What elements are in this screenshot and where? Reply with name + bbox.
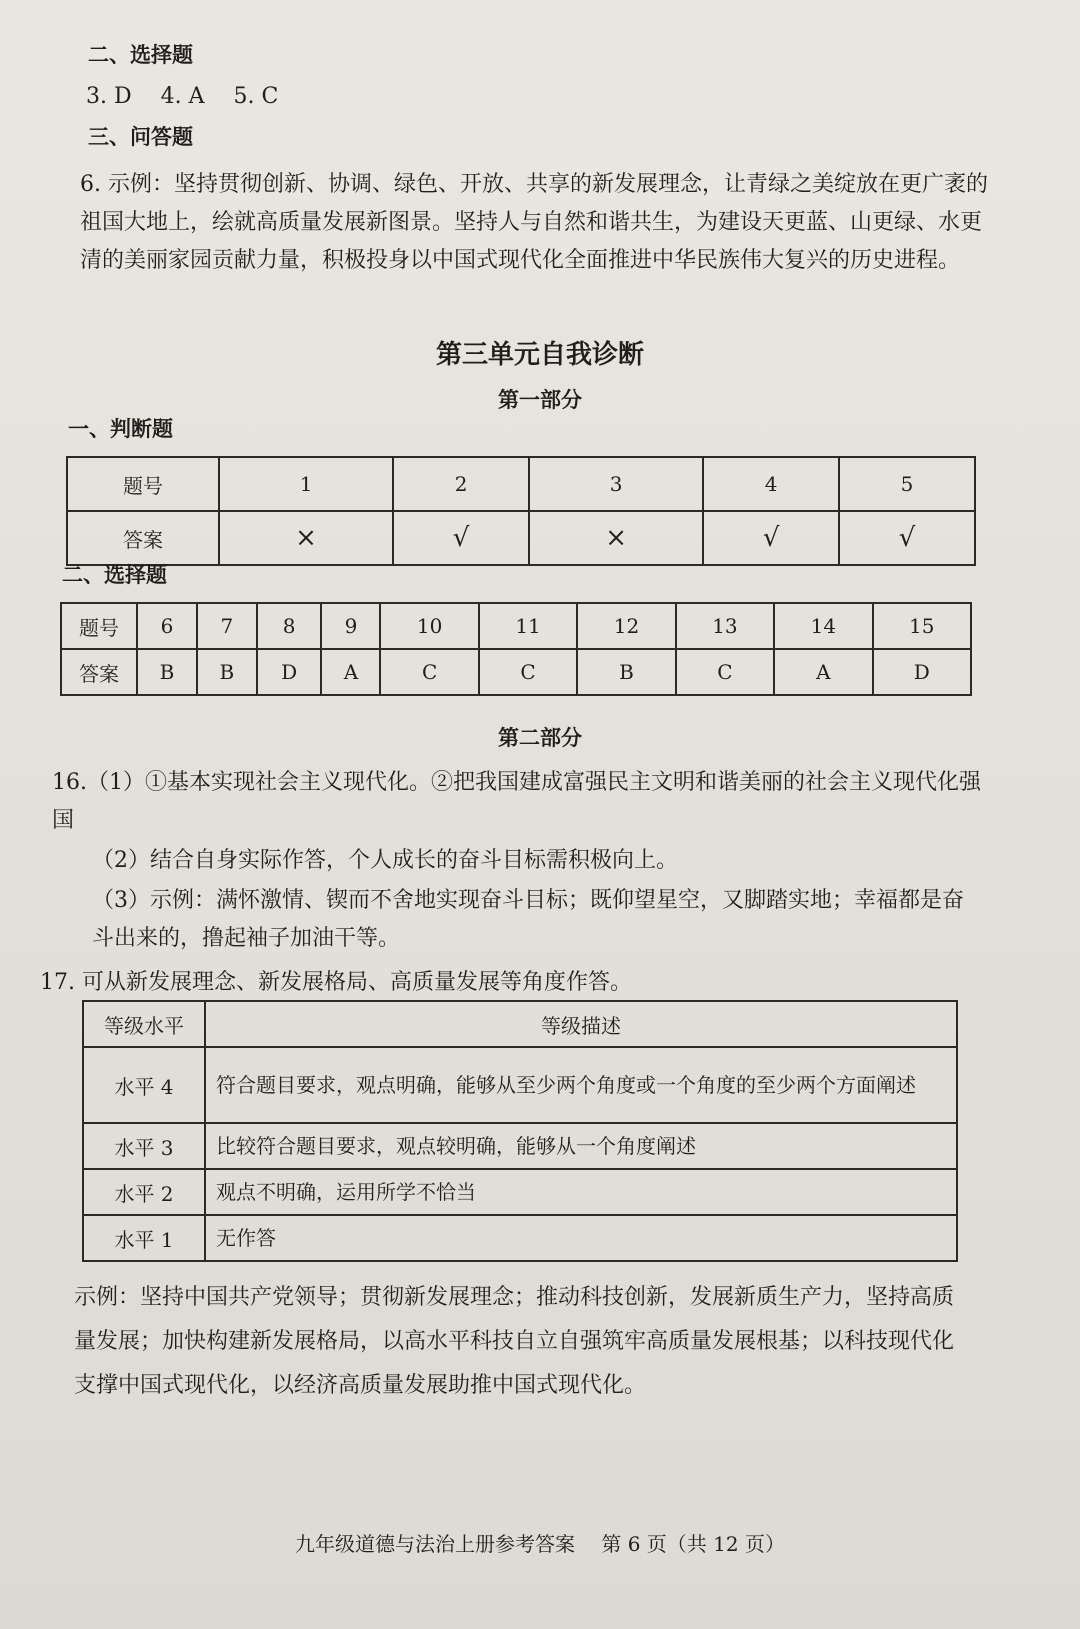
level-cell: 水平 3: [83, 1123, 205, 1169]
part2-heading: 第二部分: [498, 726, 582, 750]
table-cell: ×: [529, 511, 703, 565]
table-cell: D: [873, 649, 971, 695]
grading-table: [82, 1000, 958, 1262]
page-footer: 九年级道德与法治上册参考答案 第 6 页（共 12 页）: [295, 1532, 785, 1556]
desc-cell: 无作答: [205, 1215, 957, 1261]
q17-intro: 17. 可从新发展理念、新发展格局、高质量发展等角度作答。: [40, 970, 632, 995]
table-cell: 10: [380, 603, 478, 649]
table-cell: B: [577, 649, 675, 695]
table-cell: 12: [577, 603, 675, 649]
qa-heading: 三、问答题: [88, 125, 193, 149]
table-cell: 4: [703, 457, 839, 511]
table-cell: 11: [479, 603, 577, 649]
table-cell: C: [479, 649, 577, 695]
q6-answer: 6. 示例：坚持贯彻创新、协调、绿色、开放、共享的新发展理念，让青绿之美绽放在更广袤的祖国大地上，绘就高质量发展新图景。坚持人与自然和谐共生，为建设天更蓝、山更绿、水更清的美丽家园贡献力量，积极投身以中国式现代化全面推进中华民族伟大复兴的历史进程。: [80, 172, 988, 273]
judge-heading: 一、判断题: [68, 417, 173, 441]
level-cell: 水平 1: [83, 1215, 205, 1261]
table-cell: D: [257, 649, 322, 695]
table-row: [83, 1169, 957, 1215]
table-cell: 8: [257, 603, 322, 649]
table-cell: 3: [529, 457, 703, 511]
q16-part3: （3）示例：满怀激情、锲而不舍地实现奋斗目标；既仰望星空，又脚踏实地；幸福都是奋斗出来的，撸起袖子加油干等。: [92, 888, 965, 951]
table-cell: C: [380, 649, 478, 695]
unit-title: 第三单元自我诊断: [435, 340, 644, 370]
choice-heading: 二、选择题: [62, 563, 167, 587]
row-label: 答案: [61, 649, 137, 695]
table-cell: 1: [219, 457, 393, 511]
desc-header: 等级描述: [205, 1001, 957, 1047]
table-cell: 15: [873, 603, 971, 649]
table-cell: 13: [676, 603, 774, 649]
table-cell: 2: [393, 457, 529, 511]
choice-answers-top: 3. D 4. A 5. C: [86, 84, 279, 109]
level-cell: 水平 4: [83, 1047, 205, 1123]
table-cell: B: [197, 649, 257, 695]
table-cell: 6: [137, 603, 197, 649]
table-row: [67, 511, 975, 565]
table-cell: B: [137, 649, 197, 695]
table-row: [61, 603, 971, 649]
table-row: [83, 1047, 957, 1123]
choice-table: [60, 602, 972, 696]
q16-part2: （2）结合自身实际作答，个人成长的奋斗目标需积极向上。: [92, 848, 678, 873]
table-cell: A: [321, 649, 380, 695]
table-cell: √: [703, 511, 839, 565]
desc-cell: 符合题目要求，观点明确，能够从至少两个角度或一个角度的至少两个方面阐述: [205, 1047, 957, 1123]
level-header: 等级水平: [83, 1001, 205, 1047]
table-row: [83, 1123, 957, 1169]
judge-table: [66, 456, 976, 566]
level-cell: 水平 2: [83, 1169, 205, 1215]
q16-part1: 16.（1）①基本实现社会主义现代化。②把我国建成富强民主文明和谐美丽的社会主义现代化强国: [52, 770, 981, 833]
table-cell: ×: [219, 511, 393, 565]
desc-cell: 比较符合题目要求，观点较明确，能够从一个角度阐述: [205, 1123, 957, 1169]
table-cell: 9: [321, 603, 380, 649]
table-cell: C: [676, 649, 774, 695]
table-cell: 5: [839, 457, 975, 511]
table-cell: √: [393, 511, 529, 565]
table-cell: √: [839, 511, 975, 565]
table-row: [83, 1001, 957, 1047]
table-cell: 14: [774, 603, 872, 649]
choice-heading-top: 二、选择题: [88, 43, 193, 67]
row-label: 题号: [67, 457, 219, 511]
table-row: [67, 457, 975, 511]
table-cell: 7: [197, 603, 257, 649]
q17-example: 示例：坚持中国共产党领导；贯彻新发展理念；推动科技创新，发展新质生产力，坚持高质量发展；加快构建新发展格局，以高水平科技自立自强筑牢高质量发展根基；以科技现代化支撑中国式现代化，以经济高质量发展助推中国式现代化。: [74, 1285, 955, 1398]
table-row: [83, 1215, 957, 1261]
row-label: 答案: [67, 511, 219, 565]
part1-heading: 第一部分: [498, 388, 582, 412]
table-row: [61, 649, 971, 695]
desc-cell: 观点不明确，运用所学不恰当: [205, 1169, 957, 1215]
table-cell: A: [774, 649, 872, 695]
row-label: 题号: [61, 603, 137, 649]
